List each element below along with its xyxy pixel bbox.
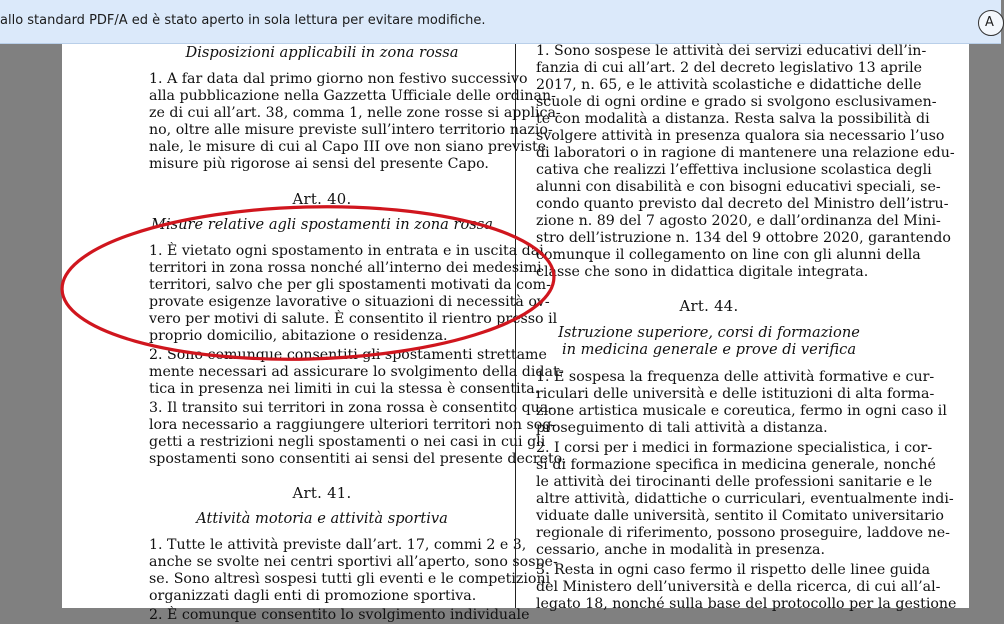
infobar-message: allo standard PDF/A ed è stato aperto in sola lettura per evitare modifiche. <box>0 13 486 28</box>
article-number: Art. 40. <box>292 191 352 208</box>
readonly-infobar <box>0 0 1001 44</box>
text-line: zione artistica musicale e coreutica, fermo in ogni caso il <box>536 403 947 419</box>
text-line: cessario, anche in modalità in presenza. <box>536 542 825 558</box>
text-line: proseguimento di tali attività a distanza. <box>536 420 828 436</box>
text-line: regionale di riferimento, possono proseguire, laddove ne- <box>536 525 950 541</box>
text-line: 3. Resta in ogni caso fermo il rispetto delle linee guida <box>536 562 931 578</box>
text-line: organizzati dagli enti di promozione sportiva. <box>149 588 477 604</box>
text-line: 1. È sospesa la frequenza delle attività formative e cur- <box>536 369 935 385</box>
text-line: le attività dei tirocinanti delle professioni sanitarie e le <box>536 474 933 490</box>
paragraph <box>523 440 954 559</box>
text-line: proprio domicilio, abitazione o residenza. <box>149 328 448 344</box>
article-heading: Attività motoria e attività sportiva <box>196 510 448 527</box>
text-line: del Ministero dell’università e della ricerca, di cui all’al- <box>536 579 941 595</box>
text-line: cativa che realizzi l’effettiva inclusione scolastica degli <box>536 162 932 178</box>
text-line: riculari delle università e delle istituzioni di alta forma- <box>536 386 935 402</box>
text-line: comunque il collegamento on line con gli alunni della <box>536 247 921 263</box>
paragraph <box>136 537 558 605</box>
text-line: legato 18, nonché sulla base del protocollo per la gestione <box>536 596 957 612</box>
text-line: misure più rigorose ai sensi del presente Capo. <box>149 156 489 172</box>
text-line: svolgere attività in presenza qualora sia necessario l’uso <box>536 128 945 144</box>
pdf-page <box>62 43 969 623</box>
text-line: vero per motivi di salute. È consentito il rientro presso il <box>149 311 558 327</box>
infobar-action-button[interactable]: A <box>978 10 1004 36</box>
paragraph <box>136 243 558 345</box>
right-column <box>523 43 957 612</box>
article-number: Art. 44. <box>679 298 739 315</box>
section-heading: Disposizioni applicabili in zona rossa <box>185 44 459 61</box>
text-line: 1. È vietato ogni spostamento in entrata e in uscita dai <box>149 243 544 259</box>
text-line: nale, le misure di cui al Capo III ove non siano previste <box>149 139 547 155</box>
text-line: scuole di ogni ordine e grado si svolgono esclusivamen- <box>536 94 937 110</box>
text-line: territori in zona rossa nonché all’interno dei medesimi <box>149 260 542 276</box>
paragraph <box>136 400 567 468</box>
text-line: te con modalità a distanza. Resta salva la possibilità di <box>536 111 930 127</box>
text-line: tica in presenza nei limiti in cui la stessa è consentita. <box>149 381 540 397</box>
text-line: 1. Tutte le attività previste dall’art. 17, commi 2 e 3, <box>149 537 527 553</box>
paragraph <box>523 43 955 281</box>
text-line: classe che sono in didattica digitale integrata. <box>536 264 869 280</box>
paragraph <box>136 347 564 398</box>
article-heading: Misure relative agli spostamenti in zona rossa <box>151 216 493 233</box>
text-line: alunni con disabilità e con bisogni educativi speciali, se- <box>536 179 941 195</box>
article-heading: Istruzione superiore, corsi di formazione <box>558 324 860 341</box>
text-line: zione n. 89 del 7 agosto 2020, e dall’ordinanza del Mini- <box>536 213 941 229</box>
paragraph <box>523 562 957 613</box>
text-line: 2017, n. 65, e le attività scolastiche e didattiche delle <box>536 77 922 93</box>
text-line: lora necessario a raggiungere ulteriori territori non sog- <box>149 417 557 433</box>
text-line: si di formazione specifica in medicina generale, nonché <box>536 457 936 473</box>
text-line: anche se svolte nei centri sportivi all’aperto, sono sospe- <box>149 554 558 570</box>
text-line: territori, salvo che per gli spostamenti motivati da com- <box>149 277 551 293</box>
text-line: fanzia di cui all’art. 2 del decreto legislativo 13 aprile <box>536 60 922 76</box>
left-column <box>136 44 567 623</box>
text-line: altre attività, didattiche o curriculari, eventualmente indi- <box>536 491 954 507</box>
text-line: 2. Sono comunque consentiti gli spostamenti strettame <box>149 347 547 363</box>
paragraph <box>136 71 561 173</box>
text-line: mente necessari ad assicurare lo svolgimento della didat- <box>149 364 564 380</box>
text-line: viduate dalle università, sentito il Comitato universitario <box>536 508 944 524</box>
text-line: 1. Sono sospese le attività dei servizi educativi dell’in- <box>536 43 927 59</box>
text-line: alla pubblicazione nella Gazzetta Ufficiale delle ordinan- <box>149 88 556 104</box>
text-line: 3. Il transito sui territori in zona rossa è consentito qua- <box>149 400 554 416</box>
text-line: 2. È comunque consentito lo svolgimento individuale <box>149 607 530 623</box>
paragraph <box>523 369 947 437</box>
text-line: getti a restrizioni negli spostamenti o nei casi in cui gli <box>149 434 546 450</box>
text-line: di laboratori o in ragione di mantenere una relazione edu- <box>536 145 955 161</box>
text-line: provate esigenze lavorative o situazioni di necessità ov- <box>149 294 550 310</box>
text-line: 2. I corsi per i medici in formazione specialistica, i cor- <box>536 440 933 456</box>
text-line: ze di cui all’art. 38, comma 1, nelle zone rosse si applica- <box>149 105 561 121</box>
article-heading: in medicina generale e prove di verifica <box>561 341 857 358</box>
text-line: spostamenti sono consentiti ai sensi del presente decreto. <box>149 451 567 467</box>
text-line: stro dell’istruzione n. 134 del 9 ottobre 2020, garantendo <box>536 230 951 246</box>
text-line: 1. A far data dal primo giorno non festivo successivo <box>149 71 528 87</box>
text-line: se. Sono altresì sospesi tutti gli eventi e le competizioni <box>149 571 551 587</box>
text-line: condo quanto previsto dal decreto del Ministro dell’istru- <box>536 196 949 212</box>
article-number: Art. 41. <box>292 485 352 502</box>
text-line: no, oltre alle misure previste sull’intero territorio nazio- <box>149 122 553 138</box>
paragraph <box>136 607 530 624</box>
